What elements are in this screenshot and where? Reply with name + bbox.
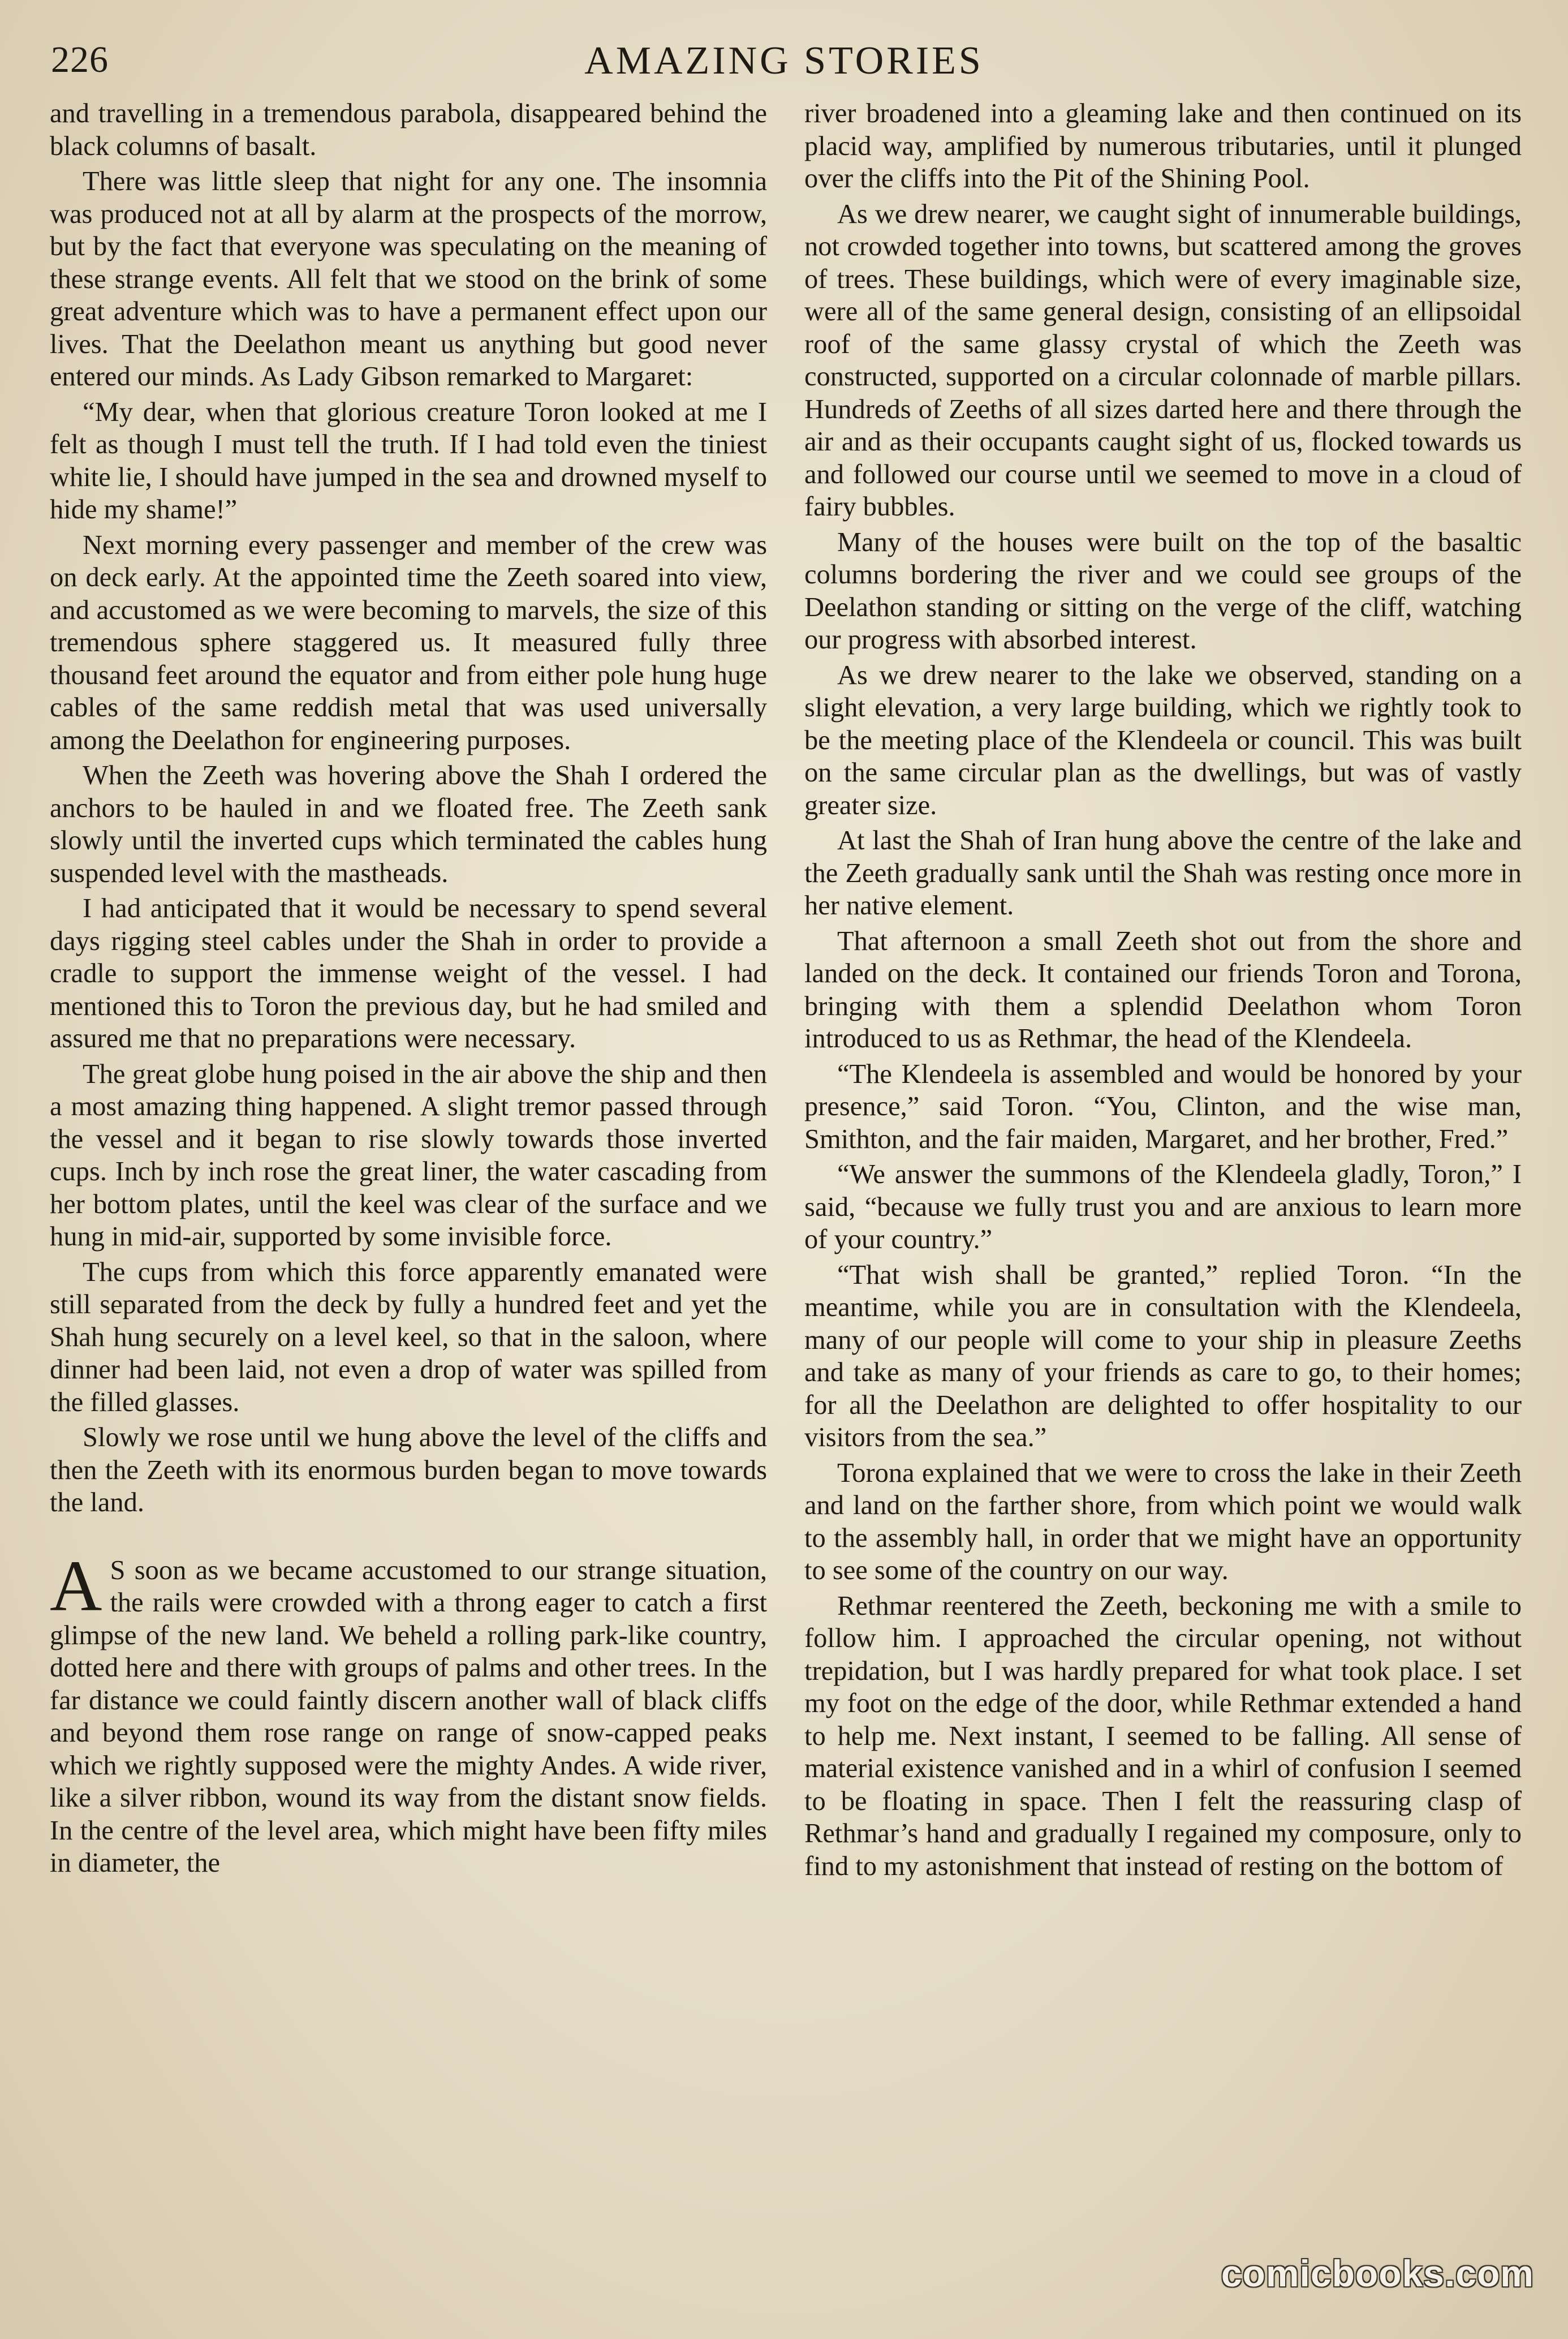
running-head: AMAZING STORIES (584, 39, 984, 83)
paragraph: Many of the houses were built on the top of the basaltic columns bordering the river and we could see groups of the Deelathon standing or sitting on the verge of the cliff, watching our progress with absorbed interest. (804, 527, 1522, 655)
paragraph: “The Klendeela is assembled and would be honored by your presence,” said Toron. “You, Clinton, and the wise man, Smithton, and the fair maiden, Margaret, and her brother, Fred.” (804, 1059, 1522, 1154)
section-paragraph (50, 1545, 767, 1880)
paragraph: The great globe hung poised in the air above the ship and then a most amazing thing happened. A slight tremor passed through the vessel and it began to rise slowly towards those inverted cups. Inch by inch rose the great liner, the water cascading from her bottom plates, until the keel was clear of the surface and we hung in mid-air, supported by some invisible force. (50, 1059, 767, 1252)
paragraph: When the Zeeth was hovering above the Shah I ordered the anchors to be hauled in and we floated free. The Zeeth sank slowly until the inverted cups which terminated the cables hung suspended level with the mastheads. (50, 760, 767, 888)
paragraph: Torona explained that we were to cross the lake in their Zeeth and land on the farther shore, from which point we would walk to the assembly hall, in order that we might have an opportunity to see some of the country on our way. (804, 1457, 1522, 1585)
paragraph: “That wish shall be granted,” replied Toron. “In the meantime, while you are in consultation with the Klendeela, many of our people will come to your ship in pleasure Zeeths and take as many of your friends as care to go, to their homes; for all the Deelathon are delighted to offer hospitality to our visitors from the sea.” (804, 1259, 1522, 1452)
paragraph: That afternoon a small Zeeth shot out from the shore and landed on the deck. It contained our friends Toron and Torona, bringing with them a splendid Deelathon whom Toron introduced to us as Rethmar, the head of the Klendeela. (804, 926, 1522, 1054)
paragraph: Rethmar reentered the Zeeth, beckoning me with a smile to follow him. I approached the circular opening, not without trepidation, but I was hardly prepared for what took place. I set my foot on the edge of the door, while Rethmar extended a hand to help me. Next instant, I seemed to be falling. All sense of material existence vanished and in a whirl of confusion I seemed to be floating in space. Then I felt the reassuring clasp of Rethmar’s hand and gradually I regained my composure, only to find to my astonishment that instead of resting on the bottom of (804, 1590, 1522, 1881)
paragraph: Next morning every passenger and member of the crew was on deck early. At the appointed time the Zeeth soared into view, and accustomed as we were becoming to marvels, the size of this tremendous sphere staggered us. It measured fully three thousand feet around the equator and from either pole hung huge cables of the same reddish metal that was used universally among the Deelathon for engineering purposes. (50, 530, 767, 755)
paragraph: At last the Shah of Iran hung above the centre of the lake and the Zeeth gradually sank until the Shah was resting once more in her native element. (804, 825, 1522, 921)
paragraph: and travelling in a tremendous parabola, disappeared behind the black columns of basalt. (50, 98, 767, 161)
paragraph: river broadened into a gleaming lake and then continued on its placid way, amplified by numerous tributaries, until it plunged over the cliffs into the Pit of the Shining Pool. (804, 98, 1522, 194)
paragraph: As we drew nearer to the lake we observed, standing on a slight elevation, a very large building, which we rightly took to be the meeting place of the Klendeela or council. This was built on the same circular plan as the dwellings, but was of vastly greater size. (804, 660, 1522, 820)
right-column (804, 97, 1522, 1885)
section-paragraph-text: S soon as we became accustomed to our strange situation, the rails were crowded with a throng eager to catch a first glimpse of the new land. We beheld a rolling park-like country, dotted here and there with groups of palms and other trees. In the far distance we could faintly discern another wall of black cliffs and beyond them rose range on range of snow-capped peaks which we rightly supposed were the mighty Andes. A wide river, like a silver ribbon, wound its way from the distant snow fields. In the centre of the level area, which might have been fifty miles in diameter, the (50, 1555, 767, 1878)
paragraph: Slowly we rose until we hung above the level of the cliffs and then the Zeeth with its enormous burden began to move towards the land. (50, 1422, 767, 1517)
paragraph: “We answer the summons of the Klendeela gladly, Toron,” I said, “because we fully trust you and are anxious to learn more of your country.” (804, 1159, 1522, 1254)
paragraph: As we drew nearer, we caught sight of innumerable buildings, not crowded together into towns, but scattered among the groves of trees. These buildings, which were of every imaginable size, were all of the same general design, consisting of an ellipsoidal roof of the same glassy crystal of which the Zeeth was constructed, supported on a circular colonnade of marble pillars. Hundreds of Zeeths of all sizes darted here and there through the air and as their occupants caught sight of us, flocked towards us and followed our course until we seemed to move in a cloud of fairy bubbles. (804, 199, 1522, 522)
watermark-logo: comicbooks.com (1221, 2252, 1534, 2294)
left-column (50, 97, 767, 1882)
page-number: 226 (51, 39, 109, 80)
paragraph: I had anticipated that it would be necessary to spend several days rigging steel cables under the Shah in order to provide a cradle to support the immense weight of the vessel. I had mentioned this to Toron the previous day, but he had smiled and assured me that no preparations were necessary. (50, 893, 767, 1054)
drop-cap: A (50, 1545, 102, 1626)
page-header (51, 33, 1517, 95)
paragraph: “My dear, when that glorious creature Toron looked at me I felt as though I must tell the truth. If I had told even the tiniest white lie, I should have jumped in the sea and drowned myself to hide my shame!” (50, 397, 767, 524)
paragraph: There was little sleep that night for any one. The insomnia was produced not at all by alarm at the prospects of the morrow, but by the fact that everyone was speculating on the meaning of these strange events. All felt that we stood on the brink of some great adventure which was to have a permanent effect upon our lives. That the Deelathon meant us anything but good never entered our minds. As Lady Gibson remarked to Margaret: (50, 166, 767, 392)
paragraph: The cups from which this force apparently emanated were still separated from the deck by fully a hundred feet and yet the Shah hung securely on a level keel, so that in the saloon, where dinner had been laid, not even a drop of water was spilled from the filled glasses. (50, 1257, 767, 1417)
